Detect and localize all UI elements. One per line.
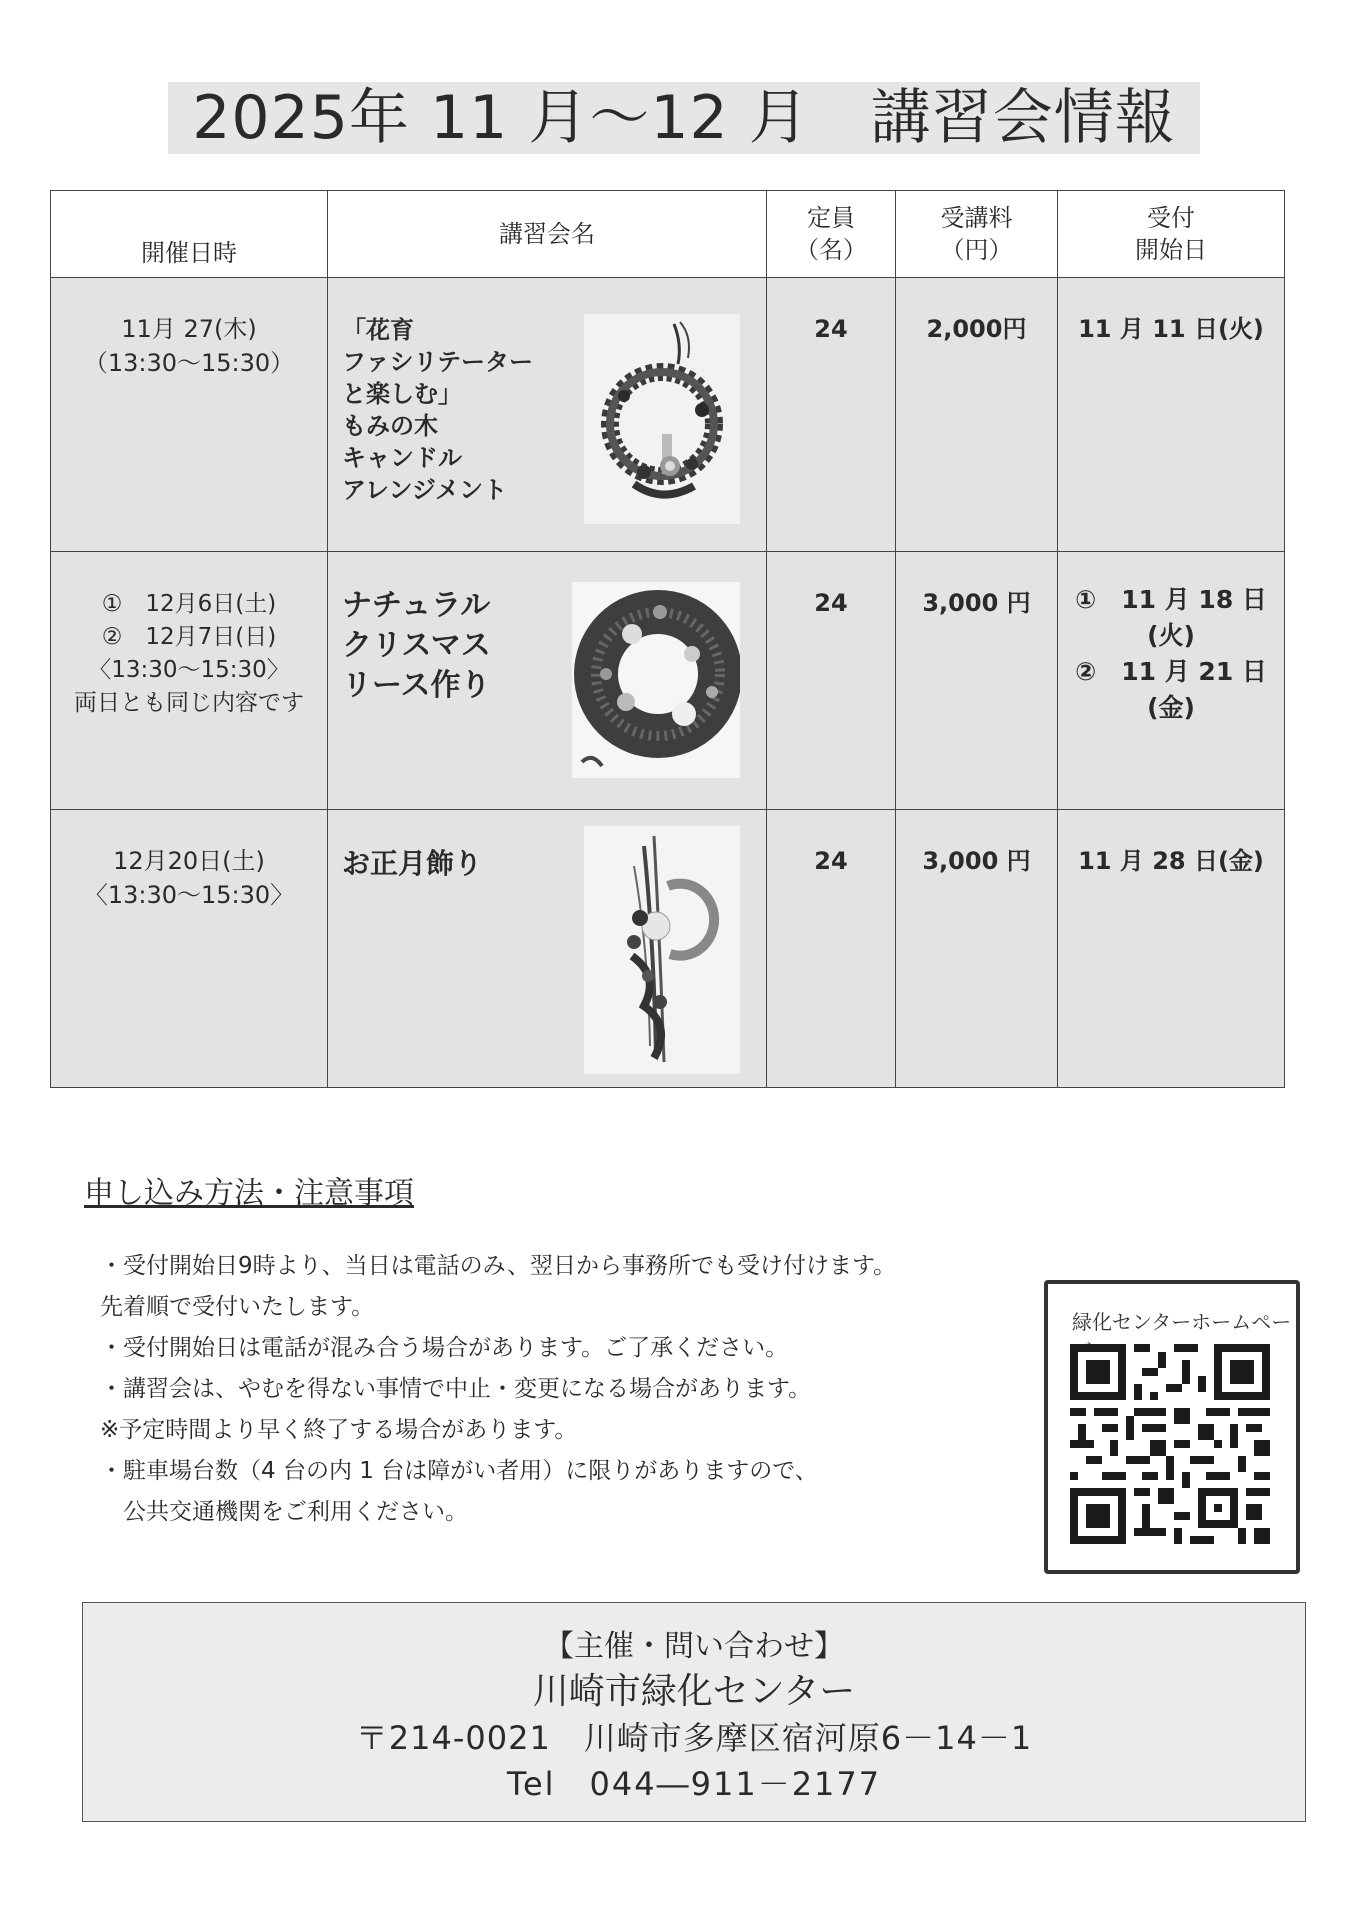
row-date: [51, 278, 328, 552]
row-fee: 2,000円: [896, 278, 1058, 552]
header-capacity: [767, 191, 896, 278]
course-name-text: [342, 314, 533, 506]
name-line: 「花育: [342, 316, 414, 344]
table-header-row: [51, 191, 1285, 278]
date-line: 11月 27(木): [121, 315, 257, 343]
name-line: クリスマス: [342, 628, 491, 663]
row-fee: 3,000 円: [896, 810, 1058, 1088]
phone-number[interactable]: Tel 044―911－2177: [506, 1765, 882, 1803]
notes-heading: 申し込み方法・注意事項: [84, 1176, 414, 1211]
header-start-line2: 開始日: [1135, 236, 1207, 264]
qr-label: 緑化センターホームペー: [1072, 1310, 1292, 1334]
table-row: [51, 810, 1285, 1088]
table-row: [51, 278, 1285, 552]
date-line: ① 12月6日(土): [101, 591, 277, 617]
header-fee-line2: （円）: [940, 236, 1013, 264]
start-line: 11 月 28 日(金): [1078, 847, 1264, 875]
fir-candle-wreath-photo: [584, 314, 740, 524]
row-start-date: [1058, 278, 1285, 552]
header-capacity-line1: 定員: [807, 204, 855, 232]
header-fee-line1: 受講料: [940, 204, 1013, 232]
row-capacity: 24: [767, 552, 896, 810]
start-line: ② 11 月 21 日: [1075, 657, 1267, 686]
row-date: [51, 810, 328, 1088]
note-line: ※予定時間より早く終了する場合があります。: [100, 1417, 578, 1443]
name-line: リース作り: [342, 668, 491, 703]
header-start: [1058, 191, 1285, 278]
note-line: ・講習会は、やむを得ない事情で中止・変更になる場合があります。: [100, 1376, 812, 1402]
date-line: 12月20日(土): [113, 847, 265, 875]
row-start-date: [1058, 552, 1285, 810]
name-line: アレンジメント: [342, 476, 508, 504]
contact-heading: 【主催・問い合わせ】: [544, 1629, 844, 1664]
start-line: (金): [1147, 693, 1195, 722]
note-line: ・駐車場台数（4 台の内 1 台は障がい者用）に限りがありますので、: [100, 1458, 818, 1484]
start-line: (火): [1147, 621, 1195, 650]
start-line: ① 11 月 18 日: [1075, 585, 1267, 614]
row-start-date: [1058, 810, 1285, 1088]
name-line: ナチュラル: [342, 588, 491, 623]
organization-name: 川崎市緑化センター: [532, 1671, 856, 1712]
row-fee: 3,000 円: [896, 552, 1058, 810]
row-course-name: [328, 810, 767, 1088]
christmas-wreath-photo: [572, 582, 740, 778]
note-line: 公共交通機関をご利用ください。: [100, 1499, 468, 1525]
qr-code-icon[interactable]: [1070, 1344, 1270, 1544]
notes-list: [100, 1246, 896, 1533]
homepage-qr-panel: [1044, 1280, 1300, 1574]
header-name: 講習会名: [328, 191, 767, 278]
name-line: もみの木: [342, 412, 438, 440]
name-line: キャンドル: [342, 444, 462, 472]
date-line: 両日とも同じ内容です: [74, 690, 304, 716]
date-line: ② 12月7日(日): [101, 624, 277, 650]
name-line: と楽しむ」: [342, 380, 462, 408]
row-date: [51, 552, 328, 810]
name-line: ファシリテーター: [342, 348, 534, 376]
new-year-decoration-photo: [584, 826, 740, 1074]
date-line: 〈13:30～15:30〉: [83, 881, 295, 909]
date-line: （13:30～15:30）: [83, 349, 295, 377]
row-course-name: [328, 552, 767, 810]
row-course-name: [328, 278, 767, 552]
header-fee: [896, 191, 1058, 278]
note-line: ・受付開始日9時より、当日は電話のみ、翌日から事務所でも受け付けます。: [100, 1253, 897, 1279]
course-name-text: [342, 586, 491, 706]
postal-address: 〒214-0021 川崎市多摩区宿河原6－14－1: [355, 1719, 1033, 1757]
header-start-line1: 受付: [1147, 204, 1195, 232]
course-table: [50, 190, 1285, 1088]
note-line: ・受付開始日は電話が混み合う場合があります。ご了承ください。: [100, 1335, 789, 1361]
start-line: 11 月 11 日(火): [1078, 315, 1264, 343]
page-title: 2025年 11 月～12 月 講習会情報: [168, 82, 1200, 154]
name-line: お正月飾り: [342, 847, 483, 880]
table-row: [51, 552, 1285, 810]
course-name-text: [342, 844, 482, 884]
row-capacity: 24: [767, 810, 896, 1088]
note-line: 先着順で受付いたします。: [100, 1294, 375, 1320]
header-date: 開催日時: [51, 191, 328, 278]
row-capacity: 24: [767, 278, 896, 552]
date-line: 〈13:30～15:30〉: [88, 657, 290, 683]
contact-footer: [82, 1602, 1306, 1822]
header-capacity-line2: （名）: [795, 236, 867, 264]
